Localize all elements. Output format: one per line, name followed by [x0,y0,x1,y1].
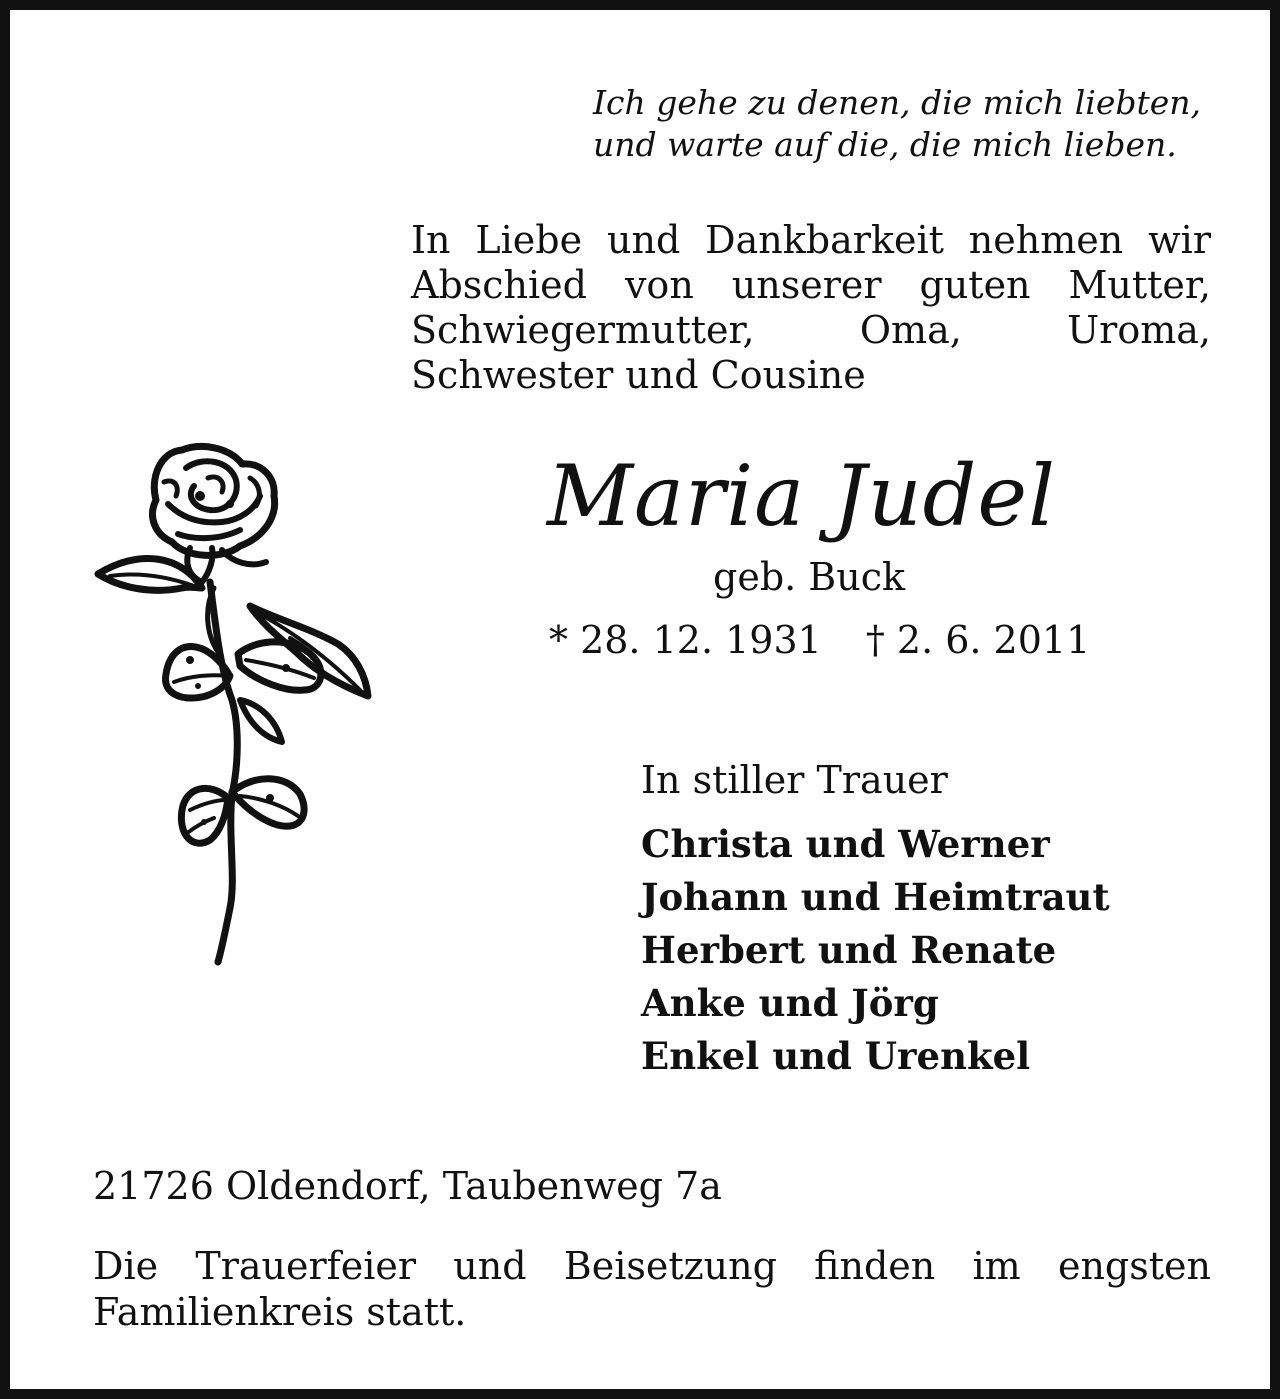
birth-date: * 28. 12. 1931 [549,618,822,662]
address: 21726 Oldendorf, Taubenweg 7a [93,1164,722,1208]
deceased-name: Maria Judel [547,447,1057,545]
mourner-name: Enkel und Urenkel [641,1034,1031,1078]
mourner-name: Christa und Werner [641,822,1050,866]
mourning-heading: In stiller Trauer [641,758,948,802]
ceremony-line-1: Die Trauerfeier und Beisetzung finden im engsten [93,1244,1211,1288]
mourner-name: Anke und Jörg [641,981,939,1025]
intro-line-4: Schwester und Cousine [411,353,866,397]
epigraph-quote [593,82,1201,166]
quote-line-2: und warte auf die, die mich lieben. [593,125,1177,164]
intro-line-3: Schwiegermutter, Oma, Uroma, [411,308,1211,352]
ceremony-line-2: Familienkreis statt. [93,1290,467,1334]
mourner-list [641,818,1110,1083]
life-dates [549,618,1090,662]
rose-icon [90,438,375,968]
quote-line-1: Ich gehe zu denen, die mich liebten, [593,83,1202,122]
mourner-name: Herbert und Renate [641,928,1057,972]
birth-name: geb. Buck [713,555,906,599]
intro-line-1: In Liebe und Dankbarkeit nehmen wir [411,218,1211,262]
intro-text [411,218,1211,398]
ceremony-info [93,1243,1211,1335]
mourner-name: Johann und Heimtraut [641,875,1110,919]
death-date: † 2. 6. 2011 [865,618,1091,662]
intro-line-2: Abschied von unserer guten Mutter, [411,263,1211,307]
